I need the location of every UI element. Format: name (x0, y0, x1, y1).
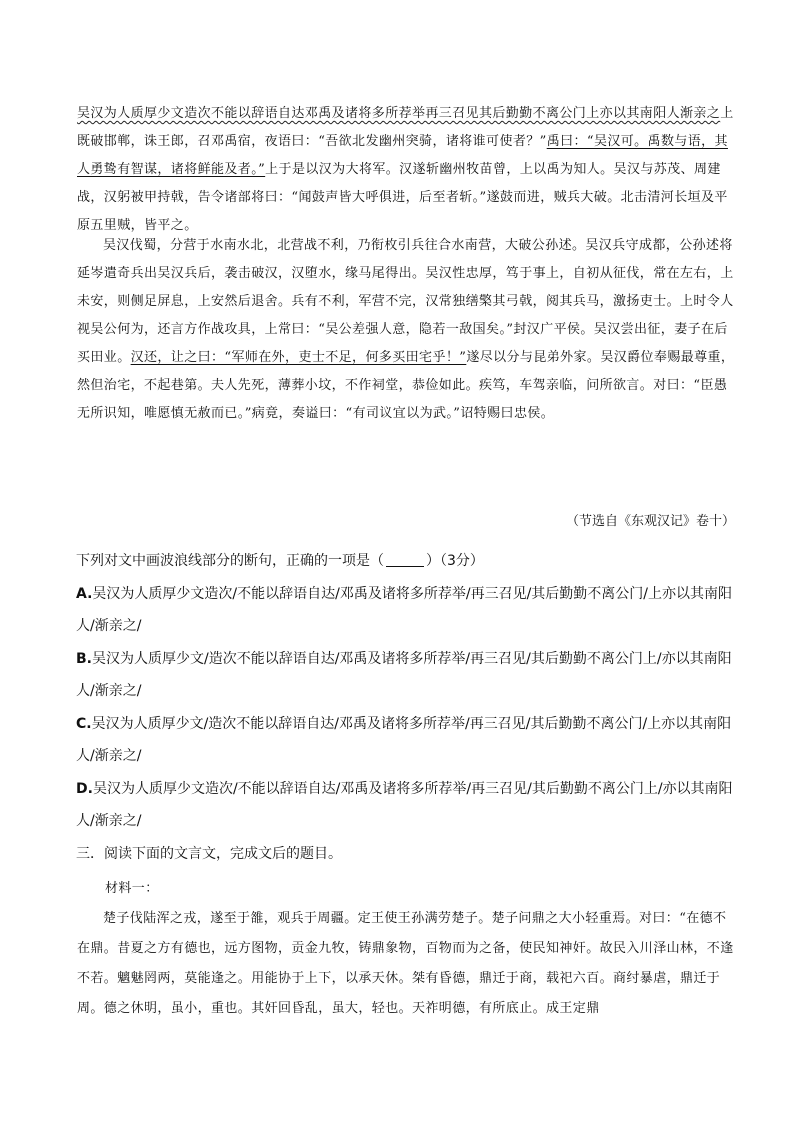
underlined-text: 汉还，让之曰：“军师在外，吏士不足，何多买田宅乎！” (130, 350, 467, 365)
option-a[interactable] (76, 578, 736, 642)
question-stem-text: 下列对文中画波浪线部分的断句，正确的一项是（ (76, 553, 384, 569)
passage-text: 上既破邯郸，诛王郎，召邓禹宿，夜语曰：“吾欲北发幽州突骑，诸将谁可使者？” (77, 106, 734, 149)
passage-text: 吴汉伐蜀，分营于水南水北，北营战不利，乃衔枚引兵往合水南营，大破公孙述。吴汉兵守成都，公孙述将延岑遣奇兵出吴汉兵后，袭击破汉，汉堕水，缘马尾得出。吴汉性忠厚，笃于事上，自初从征伐，常在左右，上未安，则侧足屏息，上安然后退舍。兵有不利，军营不完，汉常独缮檠其弓戟，阅其兵马，激扬吏士。上时令人视吴公何为，还言方作战攻具，上常曰：“吴公差强人意，隐若一敌国矣。”封汉广平侯。吴汉尝出征，妻子在后买田业。 (77, 238, 734, 365)
option-label: D. (76, 781, 93, 797)
option-b[interactable] (76, 643, 736, 707)
wavy-underlined-text: 吴汉为人质厚少文造次不能以辞语自达邓禹及诸将多所荐举再三召见其后勤勤不离公门上亦以其南阳人渐亲之 (77, 106, 721, 121)
option-label: B. (76, 651, 92, 667)
section-3-heading: 三．阅读下面的文言文，完成文后的题目。 (76, 846, 342, 862)
option-text: 吴汉为人质厚少文造次/不能以辞语自达/邓禹及诸将多所荐举/再三召见/其后勤勤不离公门/上亦以其南阳人/渐亲之/ (76, 586, 733, 634)
material-1-text: 楚子伐陆浑之戎，遂至于雒，观兵于周疆。定王使王孙满劳楚子。楚子问鼎之大小轻重焉。对曰：“在德不在鼎。昔夏之方有德也，远方图物，贡金九牧，铸鼎象物，百物而为之备，使民知神奸。故民入川泽山林，不逢不若。魑魅罔两，莫能逢之。用能协于上下，以承天休。桀有昏德，鼎迁于商，载祀六百。商纣暴虐，鼎迁于周。德之休明，虽小，重也。其奸回昏乱，虽大，轻也。天祚明德，有所底止。成王定鼎 (77, 911, 734, 1016)
passage-text: 遂尽以分与昆弟外家。吴汉爵位奉赐最尊重，然但治宅，不起巷第。夫人先死，薄葬小坟，不作祠堂，恭俭如此。疾笃，车驾亲临，问所欲言。对曰：“臣愚无所识知，唯愿慎无赦而已。”病竟，奏谥曰：“有司议宜以为武。”诏特赐曰忠侯。 (77, 350, 735, 421)
material-label: 材料一： (105, 881, 159, 896)
underlined-text: 禹曰：“吴汉可。禹数与语，其人勇鸷有智谋，诸将鲜能及者。” (77, 134, 728, 177)
question-score: ）（3分） (426, 553, 484, 569)
answer-blank[interactable] (386, 552, 424, 567)
passage-source: （节选自《东观汉记》卷十） (565, 514, 735, 529)
passage-paragraph-1 (77, 100, 735, 240)
option-label: C. (76, 716, 92, 732)
option-text: 吴汉为人质厚少文造次/不能以辞语自达/邓禹及诸将多所荐举/再三召见/其后勤勤不离公门上/亦以其南阳人/渐亲之/ (76, 781, 733, 829)
option-label: A. (76, 586, 93, 602)
question-stem (76, 545, 736, 577)
option-text: 吴汉为人质厚少文/造次不能以辞语自达/邓禹及诸将多所荐举/再三召见/其后勤勤不离公门/上亦以其南阳人/渐亲之/ (76, 716, 732, 764)
passage-paragraph-2 (77, 232, 735, 428)
option-text: 吴汉为人质厚少文/造次不能以辞语自达/邓禹及诸将多所荐举/再三召见/其后勤勤不离公门上/亦以其南阳人/渐亲之/ (76, 651, 732, 699)
passage-text: 上于是以汉为大将军。汉遂斩幽州牧苗曾，上以禹为知人。吴汉与苏茂、周建战，汉躬被甲持戟，告令诸部将曰：“闻鼓声皆大呼俱进，后至者斩。”遂鼓而进，贼兵大破。北击清河长垣及平原五里贼，皆平之。 (77, 162, 728, 233)
option-d[interactable] (76, 773, 736, 837)
option-c[interactable] (76, 708, 736, 772)
